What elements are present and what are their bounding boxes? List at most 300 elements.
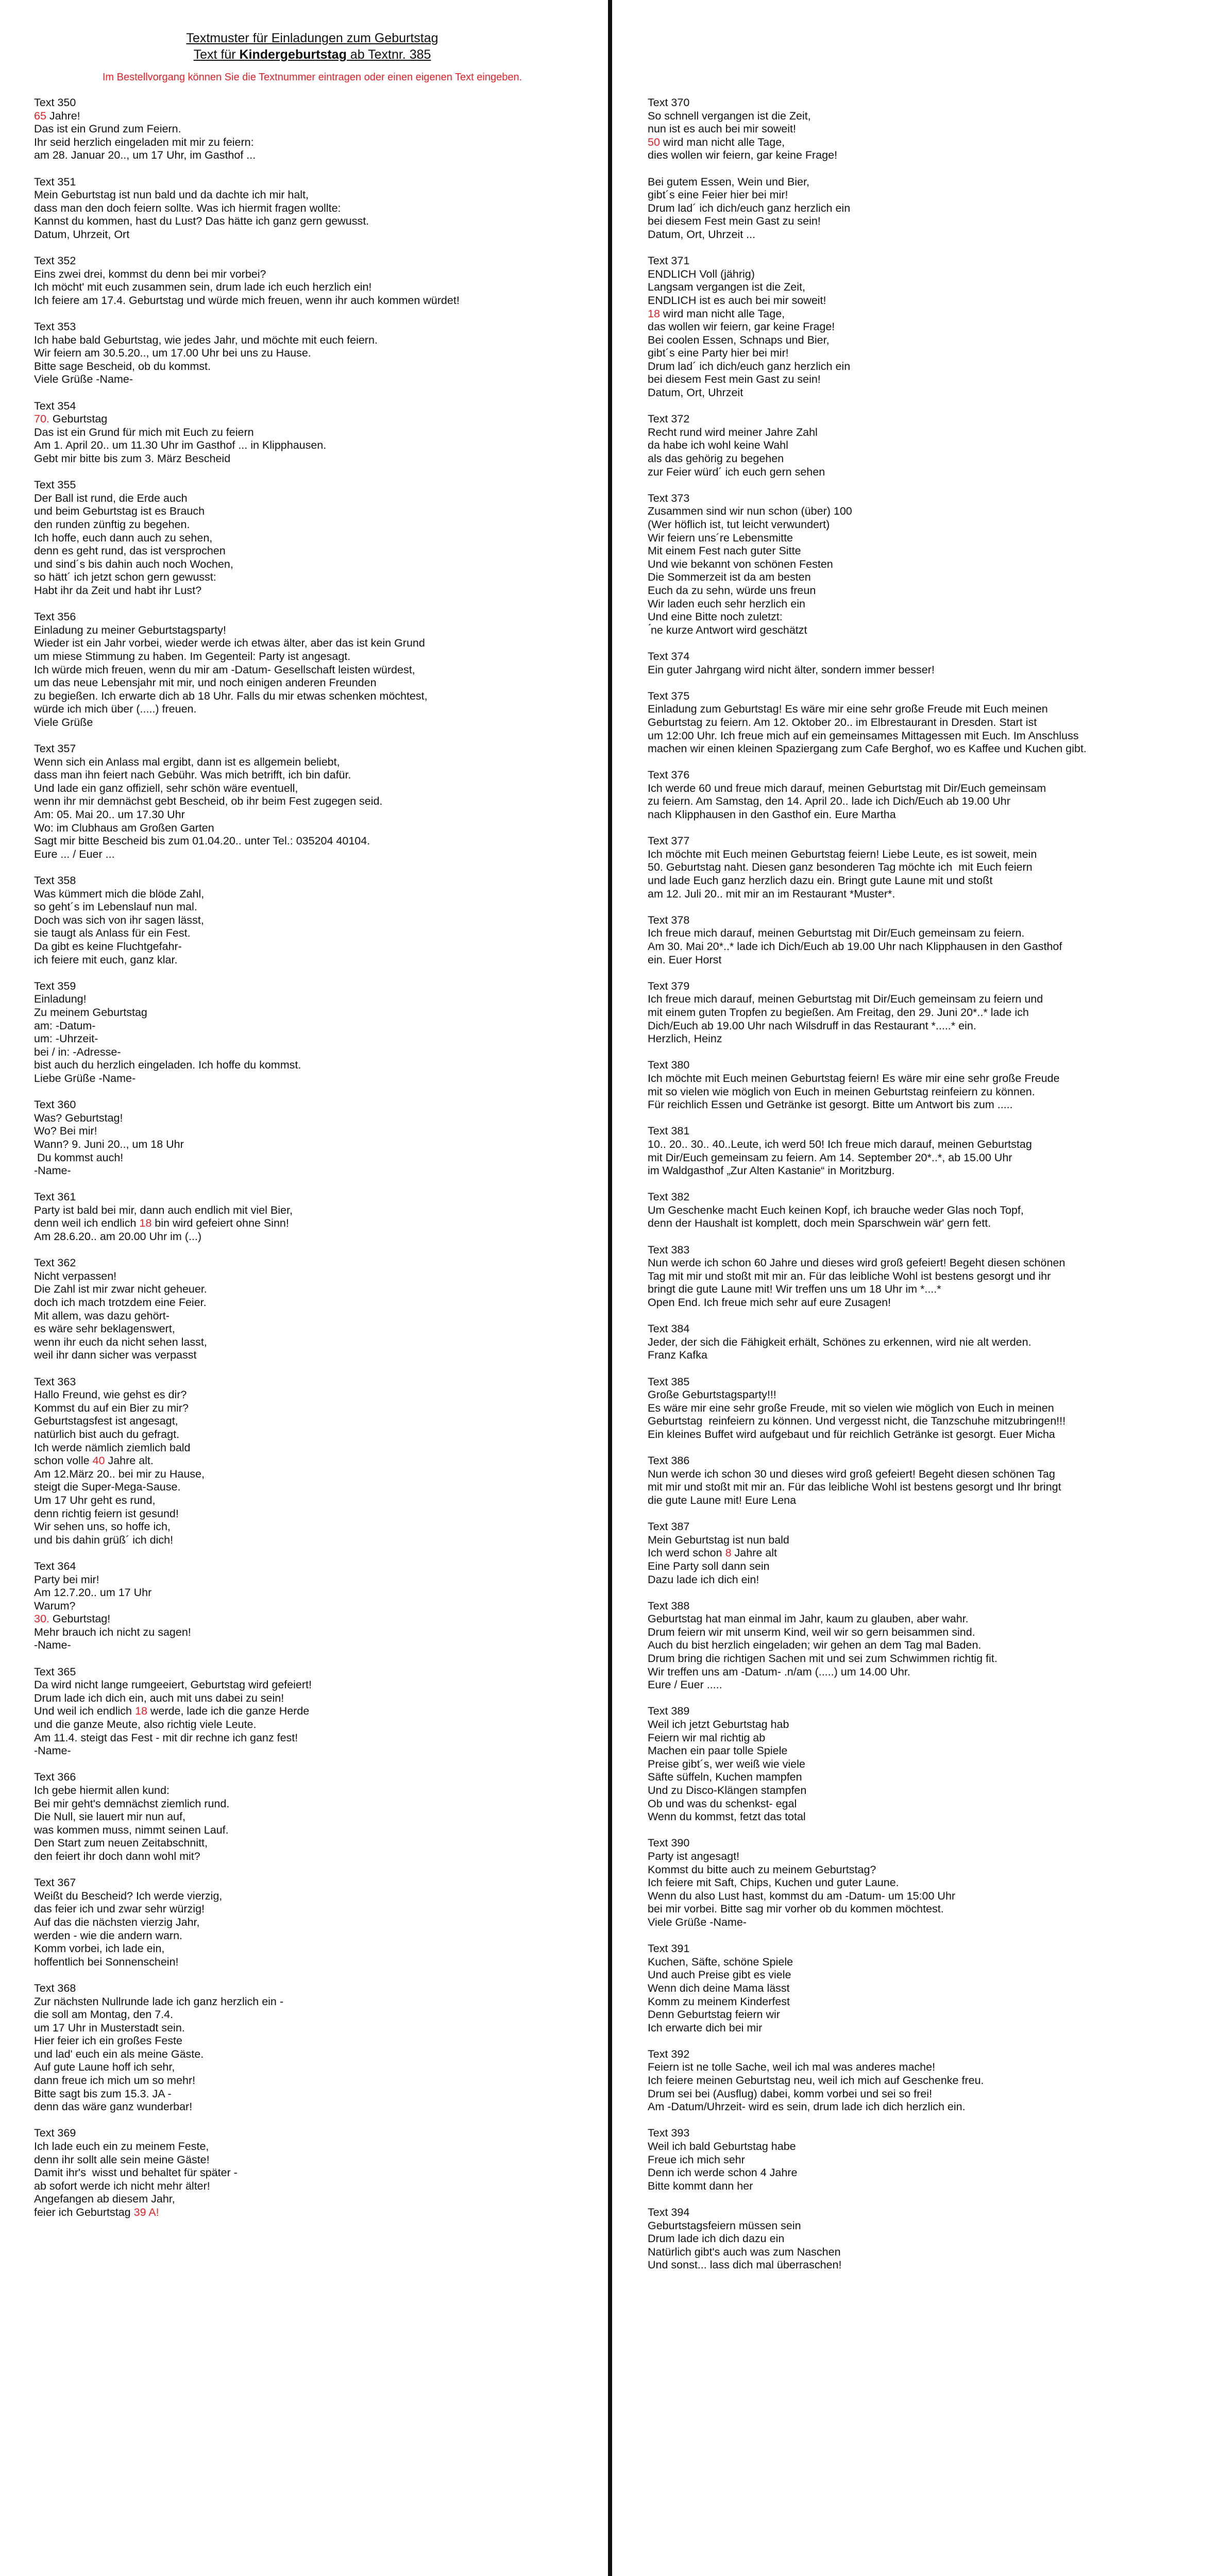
text-segment: machen wir einen kleinen Spaziergang zum Cafe Berghof, wo es Kaffee und Kuchen gibt.	[648, 742, 1087, 755]
text-line	[34, 294, 596, 308]
text-segment: dass man den doch feiern sollte. Was ich hiermit fragen wollte:	[34, 201, 341, 214]
text-line	[34, 532, 596, 545]
text-segment: Am: 05. Mai 20.. um 17.30 Uhr	[34, 808, 185, 821]
text-segment: Bei mir geht's demnächst ziemlich rund.	[34, 1797, 230, 1810]
text-line	[648, 993, 1199, 1006]
text-segment: Wir feiern am 30.5.20.., um 17.00 Uhr bei uns zu Hause.	[34, 347, 311, 360]
text-segment: Ich hoffe, euch dann auch zu sehen,	[34, 531, 213, 544]
order-notice: Im Bestellvorgang können Sie die Textnummer eintragen oder einen eigenen Text eingeben.	[102, 72, 522, 83]
text-segment: Denn ich werde schon 4 Jahre	[648, 2166, 798, 2179]
text-line	[34, 1520, 596, 1534]
text-line	[648, 268, 1199, 281]
text-sample	[648, 96, 1199, 242]
text-segment: so hätt´ ich jetzt schon gern gewusst:	[34, 571, 216, 584]
text-line	[648, 202, 1199, 215]
text-segment: denn das wäre ganz wunderbar!	[34, 2100, 193, 2113]
text-segment: Geburtstagsfest ist angesagt,	[34, 1415, 178, 1428]
text-segment: mit Dir/Euch gemeinsam zu feiern. Am 14. September 20*..*, ab 15.00 Uhr	[648, 1151, 1012, 1164]
text-line	[648, 1349, 1199, 1362]
text-segment: Kuchen, Säfte, schöne Spiele	[648, 1955, 793, 1968]
text-segment: am: -Datum-	[34, 1019, 96, 1032]
text-segment: Geburtstag	[49, 413, 108, 426]
text-segment: Jahre alt.	[105, 1454, 154, 1467]
text-segment: bei diesem Fest mein Gast zu sein!	[648, 215, 821, 228]
text-line	[648, 1164, 1199, 1178]
text-segment: Säfte süffeln, Kuchen mampfen	[648, 1771, 802, 1784]
text-line	[648, 1098, 1199, 1112]
text-line	[34, 2166, 596, 2180]
text-segment: als das gehörig zu begehen	[648, 452, 784, 465]
highlighted-number: 8	[725, 1547, 732, 1560]
text-line	[648, 664, 1199, 677]
text-segment: Preise gibt´s, wer weiß wie viele	[648, 1757, 805, 1770]
text-sample	[34, 255, 596, 307]
text-line	[34, 2100, 596, 2114]
text-line	[648, 2166, 1199, 2180]
text-segment: Am 12.7.20.. um 17 Uhr	[34, 1586, 152, 1599]
text-segment: das wollen wir feiern, gar keine Frage!	[648, 320, 835, 333]
text-segment: denn der Haushalt ist komplett, doch mein Sparschwein wär' gern fett.	[648, 1217, 991, 1230]
text-line	[34, 2180, 596, 2193]
text-line	[34, 1810, 596, 1824]
text-line	[648, 624, 1199, 637]
text-segment: Drum lade ich dich ein, auch mit uns dabei zu sein!	[34, 1691, 284, 1704]
text-line	[648, 110, 1199, 123]
text-segment: zur Feier würd´ ich euch gern sehen	[648, 465, 825, 478]
text-number: Text 377	[648, 835, 690, 848]
text-line	[648, 1956, 1199, 1969]
text-sample	[648, 1454, 1199, 1507]
text-line	[34, 1059, 596, 1072]
text-number: Text 368	[34, 1981, 76, 1994]
text-segment: bei / in: -Adresse-	[34, 1045, 121, 1058]
text-number: Text 371	[648, 255, 690, 267]
text-sample	[648, 980, 1199, 1046]
text-segment: Ich lade euch ein zu meinem Feste,	[34, 2140, 209, 2153]
text-line	[34, 1850, 596, 1863]
text-line	[648, 334, 1199, 347]
text-segment: gibt´s eine Feier hier bei mir!	[648, 189, 788, 201]
text-segment: Das ist ein Grund für mich mit Euch zu feiern	[34, 426, 254, 438]
text-segment: um 17 Uhr in Musterstadt sein.	[34, 2021, 185, 2034]
text-segment: weil ihr dann sicher was verpasst	[34, 1349, 197, 1362]
text-segment: Mit einem Fest nach guter Sitte	[648, 545, 801, 557]
text-line	[34, 927, 596, 940]
highlighted-number: 18	[135, 1705, 147, 1718]
text-line	[648, 2154, 1199, 2167]
text-segment: Ich gebe hiermit allen kund:	[34, 1784, 170, 1797]
text-segment: denn richtig feiern ist gesund!	[34, 1507, 179, 1520]
text-segment: Wenn du kommst, fetzt das total	[648, 1810, 806, 1823]
text-line	[648, 2180, 1199, 2193]
text-line	[34, 954, 596, 967]
text-line	[648, 281, 1199, 294]
text-line	[34, 1639, 596, 1652]
text-number: Text 362	[34, 1257, 76, 1269]
subtitle-post: ab Textnr. 385	[346, 47, 431, 62]
text-segment: Eine Party soll dann sein	[648, 1560, 770, 1572]
page-header	[0, 30, 624, 84]
text-line	[648, 373, 1199, 386]
text-segment: nun ist es auch bei mir soweit!	[648, 123, 796, 135]
text-segment: die gute Laune mit! Eure Lena	[648, 1494, 797, 1506]
text-segment: Da wird nicht lange rumgeeiert, Geburtstag wird gefeiert!	[34, 1679, 312, 1691]
text-line	[34, 1718, 596, 1732]
text-line	[34, 1402, 596, 1415]
text-line	[34, 123, 596, 136]
text-segment: mit so vielen wie möglich von Euch in meinen Geburtstag reinfeiern zu können.	[648, 1085, 1035, 1098]
text-line	[34, 1296, 596, 1310]
text-line	[34, 492, 596, 505]
text-segment: Bitte sage Bescheid, ob du kommst.	[34, 360, 211, 372]
text-segment: Am 1. April 20.. um 11.30 Uhr im Gasthof ... in Klipphausen.	[34, 439, 327, 452]
text-segment: Ich feiere meinen Geburtstag neu, weil ich mich auf Geschenke freu.	[648, 2074, 984, 2087]
text-segment: ENDLICH ist es auch bei mir soweit!	[648, 294, 826, 307]
text-segment: Nun werde ich schon 60 Jahre und dieses wird groß gefeiert! Begeht diesen schönen	[648, 1257, 1066, 1269]
text-number: Text 392	[648, 2047, 690, 2060]
text-segment: bei mir vorbei. Bitte sag mir vorher ob du kommen möchtest.	[648, 1903, 944, 1916]
text-segment: natürlich bist auch du gefragt.	[34, 1428, 180, 1440]
text-line	[34, 690, 596, 703]
text-line	[34, 1995, 596, 2009]
text-segment: Dazu lade ich dich ein!	[648, 1573, 759, 1586]
text-line	[34, 545, 596, 558]
text-segment: werden - wie die andern warn.	[34, 1929, 183, 1942]
text-segment: (Wer höflich ist, tut leicht verwundert)	[648, 518, 830, 531]
text-line	[648, 730, 1199, 743]
text-line	[34, 1388, 596, 1402]
text-line	[34, 782, 596, 795]
text-number: Text 372	[648, 413, 690, 426]
text-sample	[34, 1876, 596, 1969]
text-line	[34, 1072, 596, 1086]
text-segment: Komm vorbei, ich lade ein,	[34, 1942, 165, 1955]
text-number: Text 364	[34, 1560, 76, 1572]
text-sample	[648, 1125, 1199, 1177]
text-segment: zu feiern. Am Samstag, den 14. April 20.. lade ich Dich/Euch ab 19.00 Uhr	[648, 795, 1010, 808]
text-segment: -Name-	[34, 1639, 71, 1652]
text-line	[34, 1020, 596, 1033]
text-segment: im Waldgasthof „Zur Alten Kastanie“ in Moritzburg.	[648, 1164, 895, 1177]
text-line	[34, 1890, 596, 1903]
text-line	[34, 637, 596, 650]
text-line	[648, 347, 1199, 360]
text-line	[648, 1666, 1199, 1679]
text-segment: Wenn dich deine Mama lässt	[648, 1981, 790, 1994]
text-line	[34, 2035, 596, 2048]
text-line	[648, 927, 1199, 940]
text-line	[34, 2061, 596, 2074]
text-line	[648, 228, 1199, 242]
text-number: Text 376	[648, 769, 690, 782]
text-line	[648, 1296, 1199, 1310]
text-segment: wird man nicht alle Tage,	[660, 307, 785, 320]
text-line	[34, 1481, 596, 1494]
text-segment: Für reichlich Essen und Getränke ist gesorgt. Bitte um Antwort bis zum .....	[648, 1098, 1013, 1111]
highlighted-number: 40	[92, 1454, 105, 1467]
text-segment: Wir feiern uns´re Lebensmitte	[648, 531, 793, 544]
text-line	[648, 1916, 1199, 1929]
text-line	[648, 1086, 1199, 1099]
text-segment: Eure / Euer .....	[648, 1679, 722, 1691]
text-line	[648, 1573, 1199, 1587]
text-segment: Und auch Preise gibt es viele	[648, 1969, 791, 1981]
text-number: Text 365	[34, 1665, 76, 1678]
text-line	[648, 2074, 1199, 2088]
text-segment: Natürlich gibt's auch was zum Naschen	[648, 2245, 841, 2258]
text-line	[648, 1890, 1199, 1903]
text-segment: Langsam vergangen ist die Zeit,	[648, 281, 805, 294]
text-line	[34, 571, 596, 584]
text-line	[34, 1151, 596, 1165]
text-sample	[34, 1376, 596, 1547]
text-line	[34, 2022, 596, 2035]
text-segment: Weil ich bald Geburtstag habe	[648, 2140, 796, 2153]
text-segment: was kommen muss, nimmt seinen Lauf.	[34, 1823, 229, 1836]
highlighted-number: 18	[648, 307, 660, 320]
text-sample	[648, 2206, 1199, 2272]
text-line	[648, 308, 1199, 321]
text-line	[648, 1982, 1199, 1995]
text-line	[648, 1138, 1199, 1151]
text-number: Text 381	[648, 1125, 690, 1138]
text-segment: Die Null, sie lauert mir nun auf,	[34, 1810, 185, 1823]
text-number: Text 354	[34, 399, 76, 412]
text-line	[648, 1415, 1199, 1428]
text-segment: Eure ... / Euer ...	[34, 848, 115, 860]
text-segment: Es wäre mir eine sehr große Freude, mit so vielen wie möglich von Euch in meinen	[648, 1401, 1054, 1414]
text-segment: -Name-	[34, 1164, 71, 1177]
text-number: Text 374	[648, 650, 690, 663]
text-line	[34, 1534, 596, 1547]
text-sample	[648, 1837, 1199, 1929]
text-segment: Um Geschenke macht Euch keinen Kopf, ich brauche weder Glas noch Topf,	[648, 1204, 1024, 1216]
text-segment: Ich werde nämlich ziemlich bald	[34, 1441, 191, 1454]
text-line	[648, 1006, 1199, 1020]
text-line	[34, 1784, 596, 1798]
text-sample	[648, 1942, 1199, 2035]
text-line	[34, 1916, 596, 1929]
text-segment: Bei gutem Essen, Wein und Bier,	[648, 175, 809, 188]
text-line	[34, 822, 596, 835]
text-number: Text 391	[648, 1942, 690, 1955]
text-segment: Mit allem, was dazu gehört-	[34, 1309, 170, 1322]
text-line	[648, 2219, 1199, 2233]
text-segment: Herzlich, Heinz	[648, 1032, 722, 1045]
text-segment: ein. Euer Horst	[648, 953, 722, 966]
text-line	[648, 742, 1199, 756]
text-line	[34, 2154, 596, 2167]
text-line	[648, 1652, 1199, 1666]
text-line	[34, 136, 596, 149]
text-line	[34, 426, 596, 439]
text-segment: Datum, Ort, Uhrzeit ...	[648, 228, 756, 241]
text-line	[34, 584, 596, 598]
page-title: Textmuster für Einladungen zum Geburtstag	[186, 31, 438, 45]
text-line	[34, 795, 596, 808]
text-segment: Wir laden euch sehr herzlich ein	[648, 597, 805, 610]
text-segment: Das ist ein Grund zum Feiern.	[34, 123, 181, 135]
text-line	[34, 624, 596, 637]
text-number: Text 366	[34, 1771, 76, 1784]
text-segment: schon volle	[34, 1454, 93, 1467]
text-line	[34, 2193, 596, 2206]
text-number: Text 386	[648, 1454, 690, 1467]
text-line	[34, 1283, 596, 1296]
text-segment: Ich feiere am 17.4. Geburtstag und würde mich freuen, wenn ihr auch kommen würdet!	[34, 294, 460, 307]
text-segment: Datum, Ort, Uhrzeit	[648, 386, 743, 399]
text-segment: Viele Grüße -Name-	[34, 373, 133, 386]
text-segment: Bitte sagt bis zum 15.3. JA -	[34, 2087, 172, 2100]
text-line	[34, 228, 596, 242]
text-segment: Party bei mir!	[34, 1573, 99, 1586]
text-line	[34, 756, 596, 769]
text-line	[34, 1323, 596, 1336]
text-line	[34, 1942, 596, 1956]
text-sample	[34, 1666, 596, 1758]
text-line	[34, 664, 596, 677]
text-line	[34, 1573, 596, 1587]
text-sample	[648, 835, 1199, 901]
text-line	[648, 1560, 1199, 1573]
text-segment: und lad' euch ein als meine Gäste.	[34, 2047, 204, 2060]
highlighted-number: 65	[34, 109, 46, 122]
text-sample	[648, 413, 1199, 479]
text-segment: Mein Geburtstag ist nun bald und da dachte ich mir halt,	[34, 189, 309, 201]
text-line	[34, 1138, 596, 1151]
text-number: Text 394	[648, 2206, 690, 2218]
text-segment: So schnell vergangen ist die Zeit,	[648, 109, 811, 122]
text-line	[648, 1481, 1199, 1494]
text-number: Text 387	[648, 1520, 690, 1533]
text-line	[648, 1679, 1199, 1692]
text-line	[648, 2259, 1199, 2272]
text-segment: Große Geburtstagsparty!!!	[648, 1388, 776, 1401]
text-segment: Ich freue mich darauf, meinen Geburtstag mit Dir/Euch gemeinsam zu feiern und	[648, 993, 1043, 1006]
text-line	[34, 1468, 596, 1481]
text-number: Text 388	[648, 1599, 690, 1612]
text-segment: Mehr brauch ich nicht zu sagen!	[34, 1625, 191, 1638]
text-line	[34, 703, 596, 716]
text-line	[648, 558, 1199, 571]
text-segment: wenn ihr euch da nicht sehen lasst,	[34, 1335, 207, 1348]
text-line	[34, 1336, 596, 1349]
text-line	[34, 1310, 596, 1323]
text-line	[34, 215, 596, 228]
text-line	[34, 439, 596, 452]
text-segment: Am 12.März 20.. bei mir zu Hause,	[34, 1467, 205, 1480]
text-line	[648, 2100, 1199, 2114]
text-segment: mit einem guten Tropfen zu begießen. Am Freitag, den 29. Juni 20*..* lade ich	[648, 1006, 1029, 1019]
text-segment: Nun werde ich schon 30 und dieses wird groß gefeiert! Begeht diesen schönen Tag	[648, 1467, 1055, 1480]
text-segment: Ihr seid herzlich eingeladen mit mir zu feiern:	[34, 135, 254, 148]
text-line	[648, 294, 1199, 308]
text-segment: dann freue ich mich um so mehr!	[34, 2074, 196, 2087]
text-line	[648, 136, 1199, 149]
text-segment: und die ganze Meute, also richtig viele Leute.	[34, 1718, 257, 1731]
text-segment: Am 11.4. steigt das Fest - mit dir rechne ich ganz fest!	[34, 1731, 298, 1744]
text-line	[648, 532, 1199, 545]
text-line	[34, 281, 596, 294]
text-line	[34, 676, 596, 690]
text-segment: Und zu Disco-Klängen stampfen	[648, 1784, 807, 1797]
text-sample	[34, 1191, 596, 1243]
text-line	[34, 1586, 596, 1600]
text-line	[648, 1283, 1199, 1296]
text-line	[648, 2246, 1199, 2259]
text-sample	[648, 2127, 1199, 2193]
text-segment: da habe ich wohl keine Wahl	[648, 439, 788, 452]
text-segment: Einladung!	[34, 993, 87, 1006]
text-sample	[34, 1771, 596, 1863]
text-segment: Freue ich mich sehr	[648, 2153, 745, 2166]
text-segment: Drum bring die richtigen Sachen mit und sei zum Schwimmen richtig fit.	[648, 1652, 998, 1665]
text-segment: Ich erwarte dich bei mir	[648, 2021, 763, 2034]
highlighted-number: 18	[139, 1217, 152, 1230]
text-line	[648, 518, 1199, 532]
text-line	[648, 1876, 1199, 1890]
text-line	[648, 1626, 1199, 1639]
text-segment: steigt die Super-Mega-Sause.	[34, 1481, 181, 1494]
text-segment: um miese Stimmung zu haben. Im Gegenteil: Party ist angesagt.	[34, 650, 351, 663]
text-segment: Am 28.6.20.. am 20.00 Uhr im (...)	[34, 1230, 202, 1243]
text-segment: -Name-	[34, 1744, 71, 1757]
text-segment: Datum, Uhrzeit, Ort	[34, 228, 130, 241]
text-segment: werde, lade ich die ganze Herde	[147, 1705, 310, 1718]
text-segment: denn es geht rund, das ist versprochen	[34, 545, 226, 557]
text-number: Text 352	[34, 255, 76, 267]
text-line	[648, 189, 1199, 202]
text-sample	[34, 1257, 596, 1362]
text-line	[34, 1679, 596, 1692]
text-line	[648, 571, 1199, 584]
text-line	[34, 1349, 596, 1362]
text-line	[648, 611, 1199, 624]
text-line	[34, 110, 596, 123]
text-line	[34, 914, 596, 927]
text-segment: Zusammen sind wir nun schon (über) 100	[648, 505, 852, 518]
text-segment: Ich möchte mit Euch meinen Geburtstag feiern! Liebe Leute, es ist soweit, mein	[648, 848, 1037, 860]
text-line	[34, 1692, 596, 1705]
text-segment: Weißt du Bescheid? Ich werde vierzig,	[34, 1889, 223, 1902]
text-segment: Der Ball ist rund, die Erde auch	[34, 492, 188, 504]
text-line	[34, 2008, 596, 2022]
text-segment: Wenn sich ein Anlass mal ergibt, dann ist es allgemein beliebt,	[34, 755, 340, 768]
text-line	[648, 1639, 1199, 1652]
text-segment: Am 30. Mai 20*..* lade ich Dich/Euch ab 19.00 Uhr nach Klipphausen in den Gasthof	[648, 940, 1062, 953]
text-segment: Bitte kommt dann her	[648, 2179, 753, 2192]
text-segment: Feiern ist ne tolle Sache, weil ich mal was anderes mache!	[648, 2061, 936, 2074]
text-line	[34, 505, 596, 518]
text-line	[648, 426, 1199, 439]
text-line	[648, 1428, 1199, 1442]
text-number: Text 378	[648, 913, 690, 926]
text-segment: ENDLICH Voll (jährig)	[648, 267, 755, 280]
text-line	[34, 360, 596, 374]
text-segment: gibt´s eine Party hier bei mir!	[648, 347, 789, 360]
text-line	[34, 1428, 596, 1442]
text-line	[34, 1732, 596, 1745]
text-line	[648, 598, 1199, 611]
text-segment: Drum feiern wir mit unserm Kind, weil wir so gern beisammen sind.	[648, 1625, 975, 1638]
text-segment: Warum?	[34, 1599, 76, 1612]
text-segment: Denn Geburtstag feiern wir	[648, 2008, 780, 2021]
page-subtitle	[0, 46, 624, 63]
text-line	[648, 584, 1199, 598]
text-line	[648, 2022, 1199, 2035]
text-segment: Was? Geburtstag!	[34, 1111, 123, 1124]
text-segment: würde ich mich über (.....) freuen.	[34, 703, 197, 716]
